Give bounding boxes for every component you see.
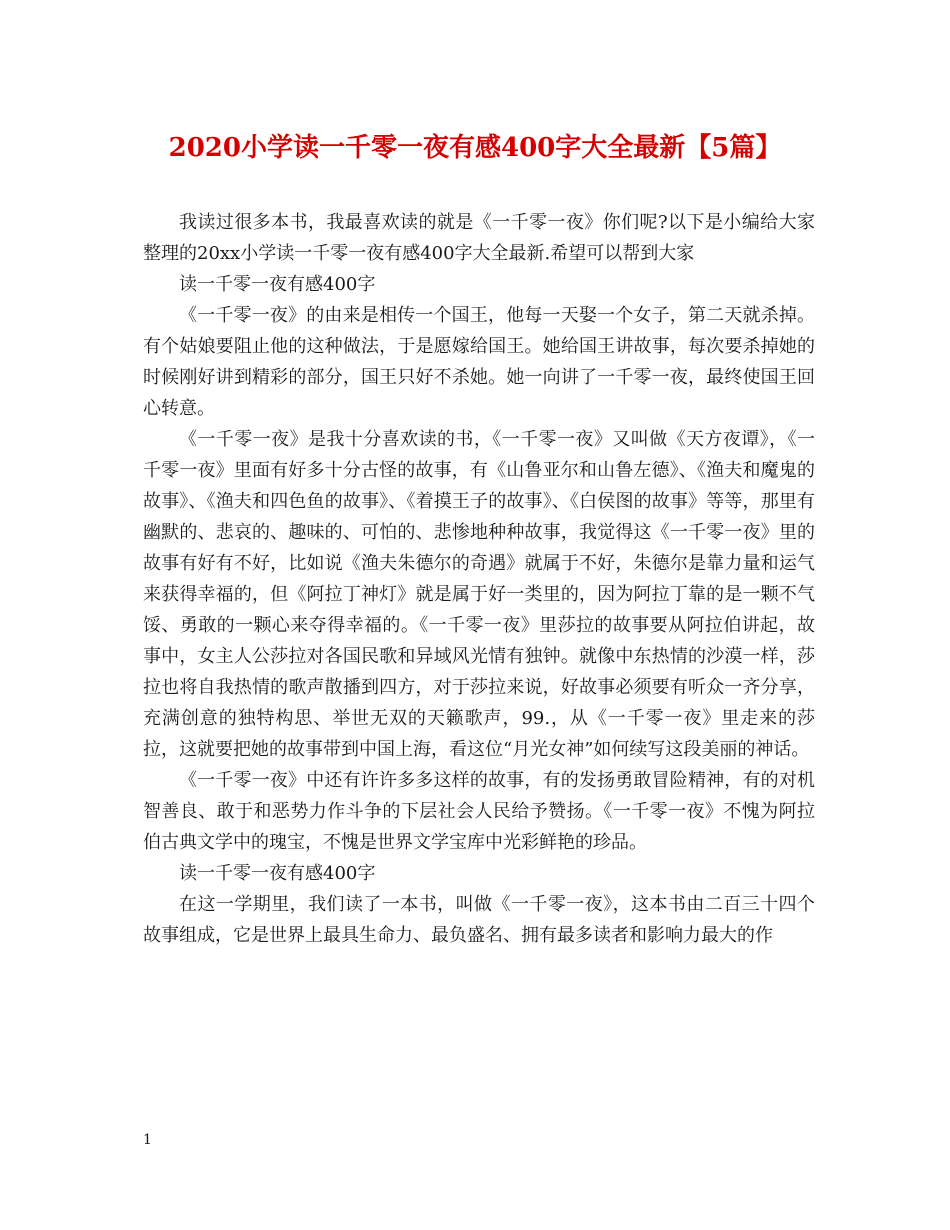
document-body	[143, 207, 815, 951]
document-title: 2020小学读一千零一夜有感400字大全最新【5篇】	[168, 133, 782, 163]
section-heading-1: 读一千零一夜有感400字	[179, 274, 376, 295]
section-heading-2: 读一千零一夜有感400字	[179, 863, 376, 884]
section1-paragraph-1: 《一千零一夜》的由来是相传一个国王，他每一天娶一个女子，第二天就杀掉。有个姑娘要阻止他的这种做法，于是愿嫁给国王。她给国王讲故事，每次要杀掉她的时候刚好讲到精彩的部分，国王只好不杀她。她一向讲了一千零一夜，最终使国王回心转意。	[143, 305, 815, 419]
section1-paragraph-2: 《一千零一夜》是我十分喜欢读的书，《一千零一夜》又叫做《天方夜谭》，《一千零一夜》里面有好多十分古怪的故事，有《山鲁亚尔和山鲁左德》、《渔夫和魔鬼的故事》、《渔夫和四色鱼的故事》、《着摸王子的故事》、《白侯图的故事》等等，那里有幽默的、悲哀的、趣味的、可怕的、悲惨地种种故事，我觉得这《一千零一夜》里的故事有好有不好，比如说《渔夫朱德尔的奇遇》就属于不好，朱德尔是靠力量和运气来获得幸福的，但《阿拉丁神灯》就是属于好一类里的，因为阿拉丁靠的是一颗不气馁、勇敢的一颗心来夺得幸福的。《一千零一夜》里莎拉的故事要从阿拉伯讲起，故事中，女主人公莎拉对各国民歌和异域风光情有独钟。就像中东热情的沙漠一样，莎拉也将自我热情的歌声散播到四方，对于莎拉来说，好故事必须要有听众一齐分享，充满创意的独特构思、举世无双的天籁歌声，99.，从《一千零一夜》里走来的莎拉，这就要把她的故事带到中国上海，看这位“月光女神”如何续写这段美丽的神话。	[143, 429, 815, 760]
section1-paragraph-3: 《一千零一夜》中还有许许多多这样的故事，有的发扬勇敢冒险精神，有的对机智善良、敢于和恶势力作斗争的下层社会人民给予赞扬。《一千零一夜》不愧为阿拉伯古典文学中的瑰宝，不愧是世界文学宝库中光彩鲜艳的珍品。	[143, 770, 815, 853]
page-number: 1	[143, 1132, 152, 1148]
section2-paragraph-1: 在这一学期里，我们读了一本书，叫做《一千零一夜》，这本书由二百三十四个故事组成，它是世界上最具生命力、最负盛名、拥有最多读者和影响力最大的作	[143, 894, 815, 946]
intro-paragraph: 我读过很多本书，我最喜欢读的就是《一千零一夜》你们呢?以下是小编给大家整理的20xx小学读一千零一夜有感400字大全最新.希望可以帮到大家	[143, 212, 815, 264]
